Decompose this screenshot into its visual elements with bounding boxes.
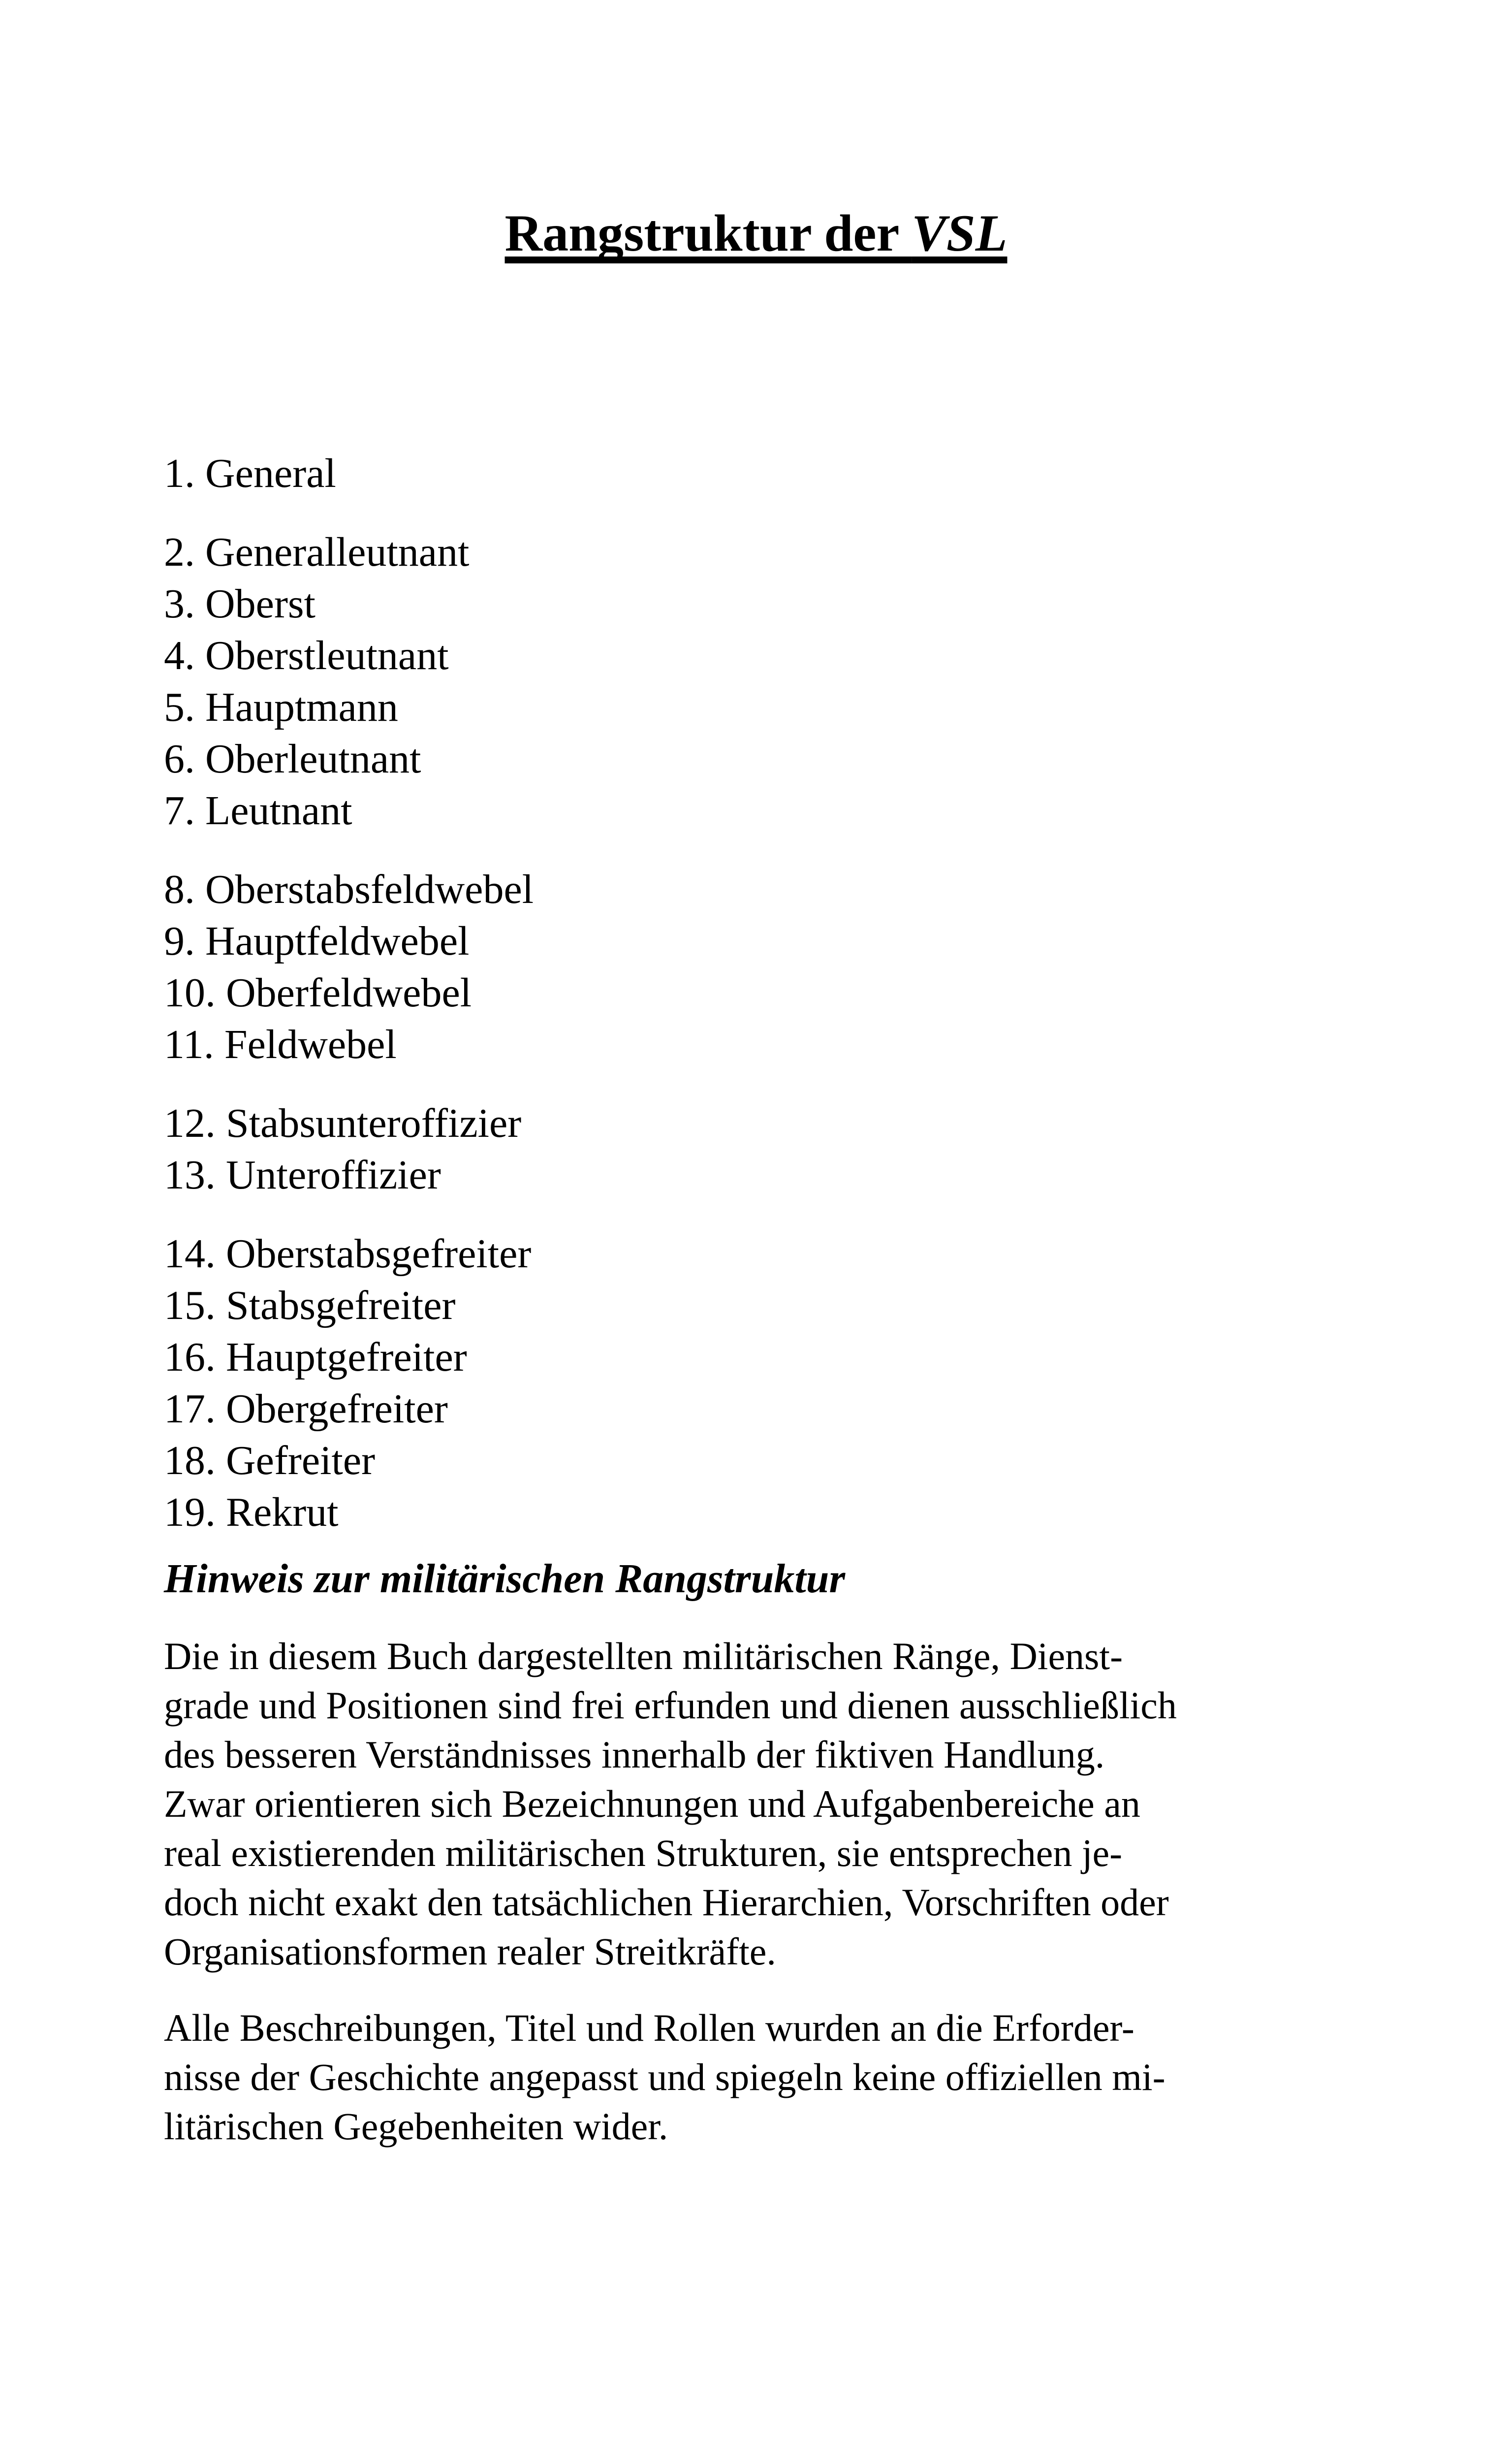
note-line: Zwar orientieren sich Bezeichnungen und Aufgabenbereiche an [164, 1782, 1140, 1825]
note-paragraph [164, 2003, 1404, 2151]
rank-item [164, 526, 534, 578]
rank-label: Stabsunteroffizier [226, 1100, 522, 1146]
rank-label: Hauptmann [205, 684, 398, 730]
rank-group [164, 1097, 534, 1201]
rank-label: Oberst [205, 581, 315, 627]
rank-number: 3. [164, 581, 195, 627]
rank-item [164, 1331, 534, 1383]
rank-item [164, 1097, 534, 1149]
rank-item [164, 864, 534, 915]
rank-number: 1. [164, 450, 195, 496]
rank-list [164, 448, 534, 1538]
rank-number: 16. [164, 1334, 216, 1380]
rank-label: General [205, 450, 336, 496]
rank-number: 6. [164, 736, 195, 782]
rank-number: 13. [164, 1152, 216, 1198]
rank-item [164, 1280, 534, 1331]
rank-label: Gefreiter [226, 1438, 376, 1483]
note-line: Organisationsformen realer Streitkräfte. [164, 1930, 776, 1973]
rank-number: 7. [164, 788, 195, 834]
note-line: nisse der Geschichte angepasst und spiegeln keine offiziellen mi- [164, 2056, 1166, 2098]
rank-label: Leutnant [205, 788, 352, 834]
rank-number: 17. [164, 1386, 216, 1432]
rank-item [164, 1435, 534, 1486]
rank-number: 14. [164, 1231, 216, 1277]
title-underline [505, 204, 1008, 262]
rank-number: 8. [164, 867, 195, 912]
rank-label: Oberstabsfeldwebel [205, 867, 534, 912]
rank-item [164, 785, 534, 836]
page-title [0, 203, 1512, 263]
rank-label: Oberstleutnant [205, 633, 449, 678]
rank-number: 4. [164, 633, 195, 678]
note-line: litärischen Gegebenheiten wider. [164, 2105, 668, 2148]
rank-item [164, 1486, 534, 1538]
rank-item [164, 630, 534, 681]
note-section [164, 1553, 1404, 2151]
rank-number: 10. [164, 970, 216, 1016]
note-heading: Hinweis zur militärischen Rangstruktur [164, 1556, 846, 1602]
rank-label: Hauptfeldwebel [205, 918, 470, 964]
rank-item [164, 1383, 534, 1435]
rank-number: 9. [164, 918, 195, 964]
rank-item [164, 733, 534, 785]
rank-number: 2. [164, 529, 195, 575]
rank-item [164, 1228, 534, 1280]
note-line: Die in diesem Buch dargestellten militärischen Ränge, Dienst- [164, 1635, 1123, 1677]
note-paragraph [164, 1632, 1404, 1976]
rank-number: 11. [164, 1022, 214, 1067]
rank-label: Oberstabsgefreiter [226, 1231, 532, 1277]
rank-label: Hauptgefreiter [226, 1334, 467, 1380]
rank-label: Stabsgefreiter [226, 1283, 456, 1328]
rank-number: 5. [164, 684, 195, 730]
note-line: doch nicht exakt den tatsächlichen Hierarchien, Vorschriften oder [164, 1881, 1169, 1924]
rank-number: 12. [164, 1100, 216, 1146]
rank-label: Generalleutnant [205, 529, 470, 575]
rank-group [164, 1228, 534, 1538]
note-line: Alle Beschreibungen, Titel und Rollen wurden an die Erforder- [164, 2006, 1134, 2049]
rank-number: 15. [164, 1283, 216, 1328]
note-line: grade und Positionen sind frei erfunden und dienen ausschließlich [164, 1684, 1177, 1727]
rank-label: Obergefreiter [226, 1386, 448, 1432]
rank-item [164, 1149, 534, 1201]
rank-group [164, 526, 534, 836]
rank-group [164, 448, 534, 499]
rank-label: Feldwebel [224, 1022, 397, 1067]
rank-label: Oberleutnant [205, 736, 421, 782]
rank-number: 18. [164, 1438, 216, 1483]
rank-item [164, 1019, 534, 1070]
rank-item [164, 681, 534, 733]
rank-item [164, 915, 534, 967]
rank-label: Unteroffizier [226, 1152, 441, 1198]
note-line: real existierenden militärischen Strukturen, sie entsprechen je- [164, 1832, 1123, 1874]
rank-label: Oberfeldwebel [226, 970, 472, 1016]
rank-item [164, 448, 534, 499]
title-text: Rangstruktur der [504, 204, 912, 262]
rank-label: Rekrut [226, 1489, 339, 1535]
title-abbreviation: VSL [912, 204, 1008, 262]
rank-item [164, 578, 534, 630]
rank-item [164, 967, 534, 1019]
rank-number: 19. [164, 1489, 216, 1535]
rank-group [164, 864, 534, 1070]
note-line: des besseren Verständnisses innerhalb der fiktiven Handlung. [164, 1733, 1105, 1776]
